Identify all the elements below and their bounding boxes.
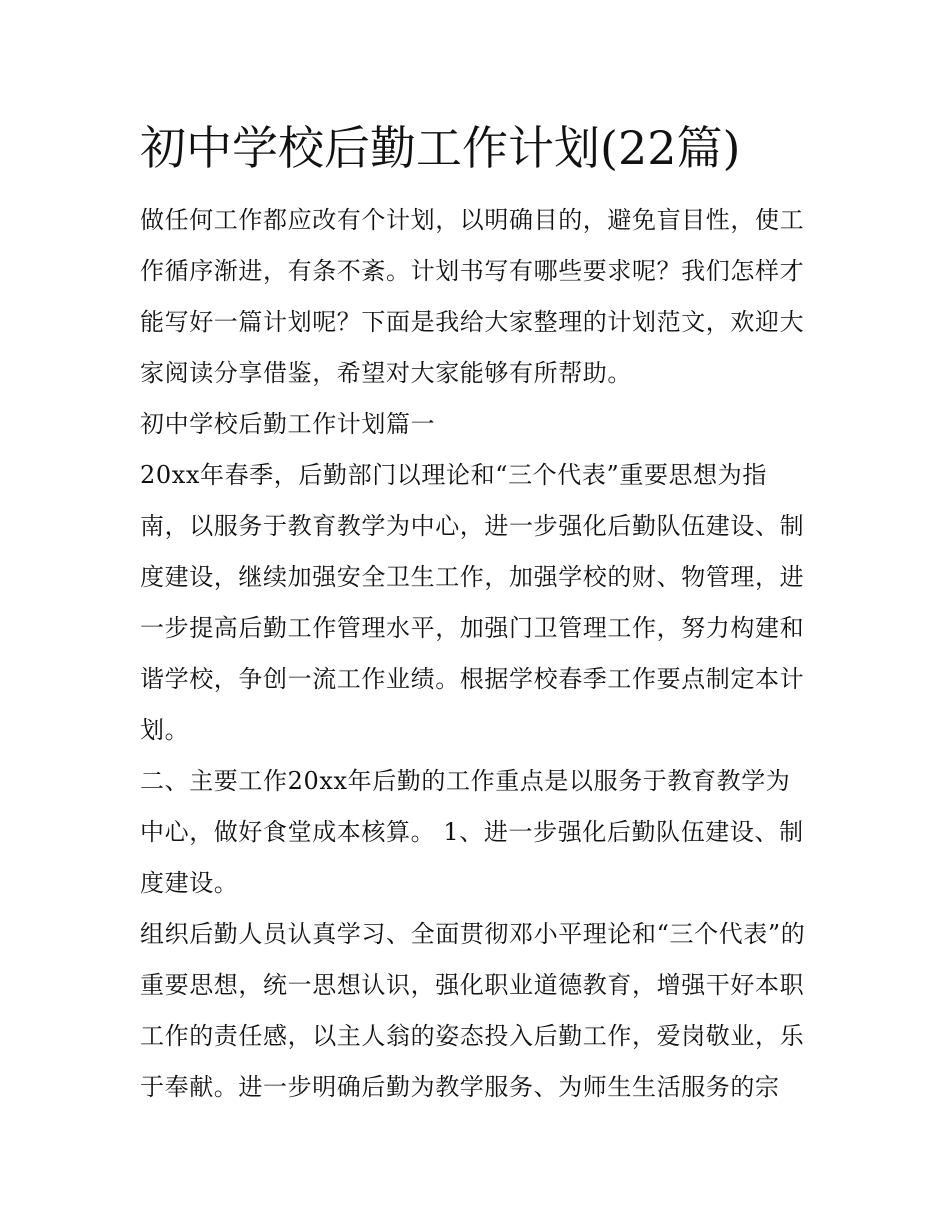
paragraph-line: 能写好一篇计划呢？下面是我给大家整理的计划范文，欢迎大: [140, 308, 805, 336]
paragraph-line: 划。: [140, 716, 190, 744]
paragraph-line: 度建设，继续加强安全卫生工作，加强学校的财、物管理，进: [140, 563, 805, 591]
paragraph-line: 20xx年春季，后勤部门以理论和“三个代表”重要思想为指: [140, 461, 767, 489]
paragraph-line: 工作的责任感，以主人翁的姿态投入后勤工作，爱岗敬业，乐: [140, 1022, 805, 1050]
paragraph-line: 重要思想，统一思想认识，强化职业道德教育，增强干好本职: [140, 971, 805, 999]
paragraph-line: 南，以服务于教育教学为中心，进一步强化后勤队伍建设、制: [140, 512, 805, 540]
section-heading: 初中学校后勤工作计划篇一: [140, 410, 436, 438]
paragraph-line: 于奉献。进一步明确后勤为教学服务、为师生生活服务的宗: [140, 1073, 780, 1101]
paragraph-line: 二、主要工作20xx年后勤的工作重点是以服务于教育教学为: [140, 767, 791, 795]
paragraph-line: 家阅读分享借鉴，希望对大家能够有所帮助。: [140, 359, 632, 387]
paragraph-line: 谐学校，争创一流工作业绩。根据学校春季工作要点制定本计: [140, 665, 805, 693]
paragraph-line: 组织后勤人员认真学习、全面贯彻邓小平理论和“三个代表”的: [140, 920, 806, 948]
document-title: 初中学校后勤工作计划(22篇): [140, 121, 741, 175]
paragraph-line: 做任何工作都应改有个计划，以明确目的，避免盲目性，使工: [140, 206, 805, 234]
paragraph-line: 度建设。: [140, 869, 239, 897]
paragraph-line: 一步提高后勤工作管理水平，加强门卫管理工作，努力构建和: [140, 614, 805, 642]
paragraph-line: 作循序渐进，有条不紊。计划书写有哪些要求呢？我们怎样才: [140, 257, 805, 285]
paragraph-line: 中心，做好食堂成本核算。 1、进一步强化后勤队伍建设、制: [140, 818, 804, 846]
